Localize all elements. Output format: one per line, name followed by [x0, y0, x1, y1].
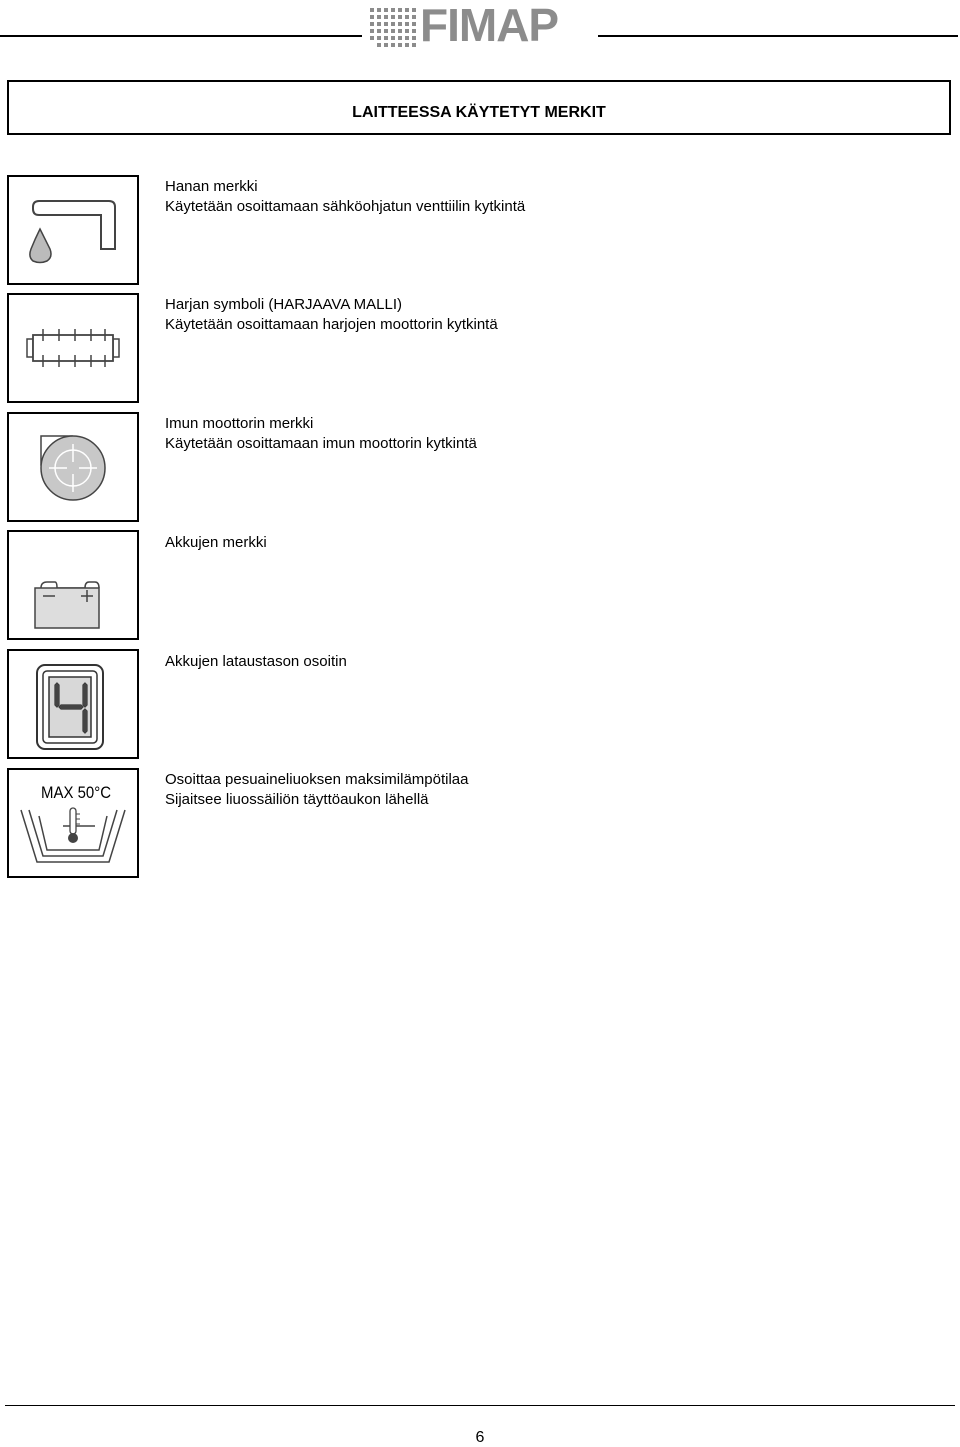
header-rule-left: [0, 35, 362, 37]
item-name: Akkujen lataustason osoitin: [165, 653, 347, 670]
max-temperature-icon: [9, 770, 137, 876]
vacuum-motor-icon: [9, 414, 137, 520]
symbol-box-vacuum: [7, 412, 139, 522]
description-max-temperature: [165, 770, 469, 810]
tap-icon: [9, 177, 137, 283]
item-name: Osoittaa pesuaineliuoksen maksimilämpötilaa: [165, 771, 469, 788]
item-text: Sijaitsee liuossäiliön täyttöaukon lähellä: [165, 791, 429, 808]
brush-icon: [9, 295, 137, 401]
max-temperature-label: MAX 50°C: [41, 783, 111, 802]
description-tap: [165, 177, 525, 217]
item-text: Käytetään osoittamaan sähköohjatun venttiilin kytkintä: [165, 198, 526, 215]
header-rule-right: [598, 35, 958, 37]
title-box: [7, 80, 951, 135]
symbol-box-tap: [7, 175, 139, 285]
item-text: Käytetään osoittamaan imun moottorin kytkintä: [165, 435, 477, 452]
item-name: Harjan symboli (HARJAAVA MALLI): [165, 296, 403, 313]
footer-rule: [5, 1405, 955, 1406]
symbol-box-max-temperature: [7, 768, 139, 878]
item-name: Imun moottorin merkki: [165, 415, 314, 432]
description-brush: [165, 295, 498, 335]
battery-icon: [9, 532, 137, 638]
symbol-box-battery-level: [7, 649, 139, 759]
item-name: Hanan merkki: [165, 178, 258, 195]
page-title: LAITTEESSA KÄYTETYT MERKIT: [352, 104, 606, 121]
page-number: 6: [475, 1429, 485, 1446]
description-battery-level: [165, 652, 347, 672]
battery-level-icon: [9, 651, 137, 757]
item-name: Akkujen merkki: [165, 534, 267, 551]
symbol-box-brush: [7, 293, 139, 403]
logo-dots-icon: [370, 6, 420, 52]
brand-logo: FIMAP: [420, 0, 559, 51]
symbol-box-battery: [7, 530, 139, 640]
description-vacuum: [165, 414, 477, 454]
item-text: Käytetään osoittamaan harjojen moottorin kytkintä: [165, 316, 498, 333]
description-battery: [165, 533, 267, 553]
